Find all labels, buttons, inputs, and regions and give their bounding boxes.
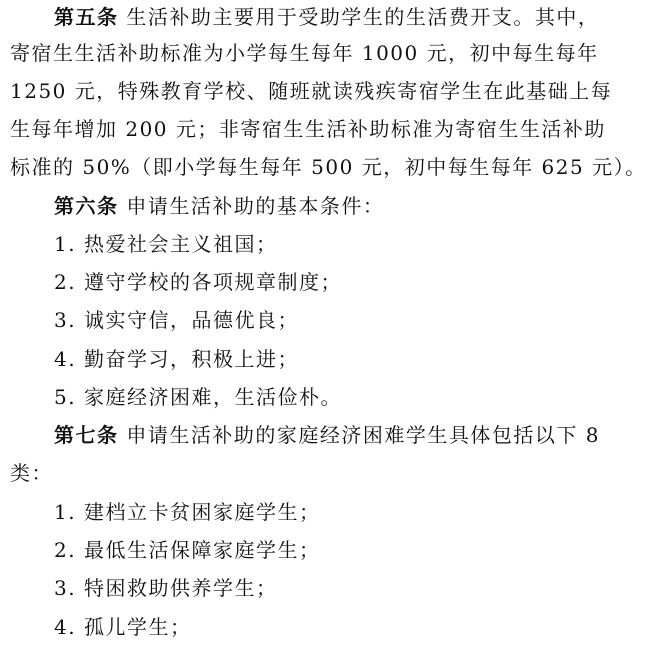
article-5-line-4: 生每年增加 200 元；非寄宿生生活补助标准为寄宿生生活补助 — [10, 117, 606, 141]
list-item: 1. 建档立卡贫困家庭学生； — [54, 500, 321, 524]
list-item: 3. 特困救助供养学生； — [54, 576, 278, 600]
list-item: 2. 最低生活保障家庭学生； — [54, 538, 321, 562]
article-7-intro-continued: 类： — [10, 461, 53, 485]
list-item: 2. 遵守学校的各项规章制度； — [54, 270, 342, 294]
article-5-line-5: 标准的 50%（即小学每生每年 500 元，初中每生每年 625 元）。 — [10, 155, 647, 179]
article-5-text-1: 生活补助主要用于受助学生的生活费开支。其中， — [126, 5, 600, 29]
list-item: 4. 勤奋学习，积极上进； — [54, 347, 299, 371]
article-6-heading: 第六条 — [54, 194, 119, 218]
article-5-line-2: 寄宿生生活补助标准为小学每生每年 1000 元，初中每生每年 — [10, 41, 599, 65]
list-item: 5. 家庭经济困难，生活俭朴。 — [54, 385, 342, 409]
article-6-intro: 申请生活补助的基本条件： — [126, 194, 385, 218]
list-item: 3. 诚实守信，品德优良； — [54, 308, 299, 332]
list-item: 1. 热爱社会主义祖国； — [54, 232, 278, 256]
list-item: 4. 孤儿学生； — [54, 615, 192, 639]
article-7-heading: 第七条 — [54, 423, 119, 447]
article-5-line-1 — [54, 2, 599, 32]
article-7-intro: 申请生活补助的家庭经济困难学生具体包括以下 8 — [126, 423, 600, 447]
article-7-line — [54, 420, 600, 450]
article-5-heading: 第五条 — [54, 5, 119, 29]
article-6-line — [54, 191, 384, 221]
article-5-line-3: 1250 元，特殊教育学校、随班就读残疾寄宿学生在此基础上每 — [10, 79, 613, 103]
